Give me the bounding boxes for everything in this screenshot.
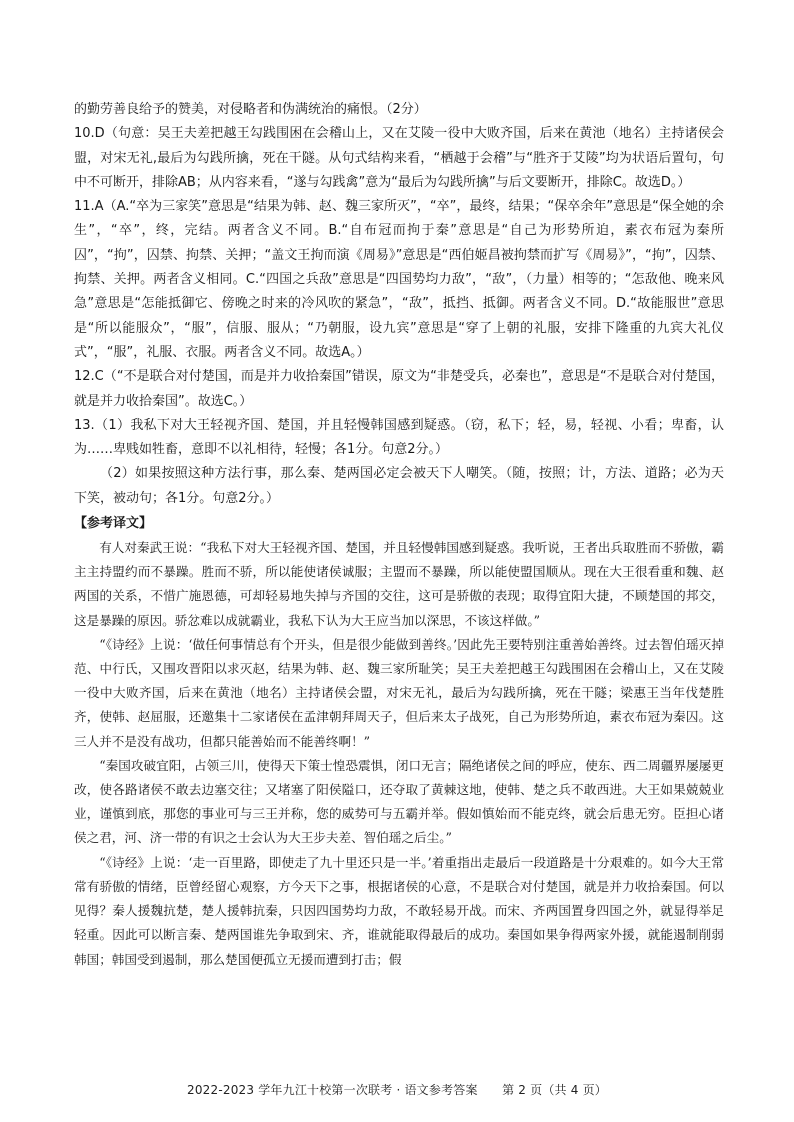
translation-paragraph: “《诗经》上说：‘走一百里路，即使走了九十里还只是一半。’着重指出走最后一段道路是十分艰难的。如今大王常常有骄傲的情绪，臣曾经留心观察，方今天下之事，根据诸侯的心意，不是联合对付楚国，就是并力收拾秦国。何以见得？秦人援魏抗楚，楚人援韩抗秦，只因四国势均力敌，不敢轻易开战。而宋、齐两国置身四国之外，就显得举足轻重。因此可以断言秦、楚两国谁先争取到宋、齐，谁就能取得最后的成功。秦国如果争得两家外援，就能遏制削弱韩国；韩国受到遏制，那么楚国便孤立无援而遭到打击；假	[74, 854, 724, 967]
answer-q10: 10.D（句意：吴王夫差把越王勾践围困在会稽山上，又在艾陵一役中大败齐国，后来在黄池（地名）主持诸侯会盟，对宋无礼,最后为勾践所擒，死在干隧。从句式结构来看，“栖越于会稽”与“胜齐于艾陵”均为状语后置句，句中不可断开，排除AB；从内容来看，“遂与勾践禽”意为“最后为勾践所擒”与后文要断开，排除C。故选D。）	[74, 126, 724, 190]
answer-q12: 12.C（“不是联合对付楚国，而是并力收拾秦国”错误，原文为“非楚受兵，必秦也”，意思是“不是联合对付楚国，就是并力收拾秦国”。故选C。）	[74, 369, 724, 409]
page-footer: 2022-2023 学年九江十校第一次联考 · 语文参考答案 第 2 页（共 4 页）	[187, 1083, 607, 1097]
answer-q13-1: 13.（1）我私下对大王轻视齐国、楚国，并且轻慢韩国感到疑惑。（窃，私下；轻，易，轻视、小看；卑畜，认为……卑贱如牲畜，意即不以礼相待，轻慢；各1分。句意2分。）	[74, 417, 724, 458]
answer-key	[74, 98, 724, 972]
reference-translation-heading: 【参考译文】	[74, 516, 153, 532]
answer-q9-tail: 的勤劳善良给予的赞美，对侵略者和伪满统治的痛恨。（2分）	[74, 102, 427, 117]
translation-paragraph: “《诗经》上说：‘做任何事情总有个开头，但是很少能做到善终。’因此先王要特别注重善始善终。过去智伯瑶灭掉范、中行氏，又围攻晋阳以求灭赵，结果为韩、赵、魏三家所耻笑；吴王夫差把越王勾践围困在会稽山上，又在艾陵一役中大败齐国，后来在黄池（地名）主持诸侯会盟，对宋无礼，最后为勾践所擒，死在干隧；梁惠王当年伐楚胜齐，使韩、赵屈服，还邀集十二家诸侯在孟津朝拜周天子，但后来太子战死，自己为形势所迫，素衣布冠为秦囚。这三人并不是没有战功，但都只能善始而不能善终啊！”	[74, 636, 724, 749]
translation-paragraph: “秦国攻破宜阳，占领三川，使得天下策士惶恐震惧，闭口无言；隔绝诸侯之间的呼应，使东、西二周疆界屡屡更改，使各路诸侯不敢去边塞交往；又堵塞了阳侯隘口，还夺取了黄棘这地，使韩、楚之兵不敢西进。大王如果兢兢业业，谨慎到底，那您的事业可与三王并称，您的威势可与五霸并举。假如慎始而不能克终，就会后患无穷。臣担心诸侯之君，河、济一带的有识之士会认为大王步夫差、智伯瑶之后尘。”	[74, 757, 724, 846]
answer-q11: 11.A（A.“卒为三家笑”意思是“结果为韩、赵、魏三家所灭”，“卒”，最终，结果；“保卒余年”意思是“保全她的余生”，“卒”，终，完结。两者含义不同。B.“自布冠而拘于秦”意思是“自己为形势所迫，素衣布冠为秦所囚”，“拘”，囚禁、拘禁、关押；“盖文王拘而演《周易》”意思是“西伯姬昌被拘禁而扩写《周易》”，“拘”，囚禁、拘禁、关押。两者含义相同。C.“四国之兵敌”意思是“四国势均力敌”，“敌”，（力量）相等的；“怎敌他、晚来风急”意思是“怎能抵御它、傍晚之时来的冷风吹的紧急”，“敌”，抵挡、抵御。两者含义不同。D.“故能服世”意思是“所以能服众”，“服”，信服、服从；“乃朝服，设九宾”意思是“穿了上朝的礼服，安排下隆重的九宾大礼仪式”，“服”，礼服、衣服。两者含义不同。故选A。）	[74, 199, 724, 360]
translation-paragraph: 有人对秦武王说：“我私下对大王轻视齐国、楚国，并且轻慢韩国感到疑惑。我听说，王者出兵取胜而不骄傲，霸主主持盟约而不暴躁。胜而不骄，所以能使诸侯诚服；主盟而不暴躁，所以能使盟国顺从。现在大王很看重和魏、赵两国的关系，不惜广施恩德，可却轻易地失掉与齐国的交往，这可是骄傲的表现；取得宜阳大捷，不顾楚国的邦交，这是暴躁的原因。骄忿难以成就霸业，我私下认为大王应当加以深思，不该这样做。”	[74, 540, 724, 628]
answer-q13-2: （2）如果按照这种方法行事，那么秦、楚两国必定会被天下人嘲笑。（随，按照；计，方法、道路；必为天下笑，被动句；各1分。句意2分。）	[74, 466, 724, 506]
reference-translation	[74, 536, 724, 972]
